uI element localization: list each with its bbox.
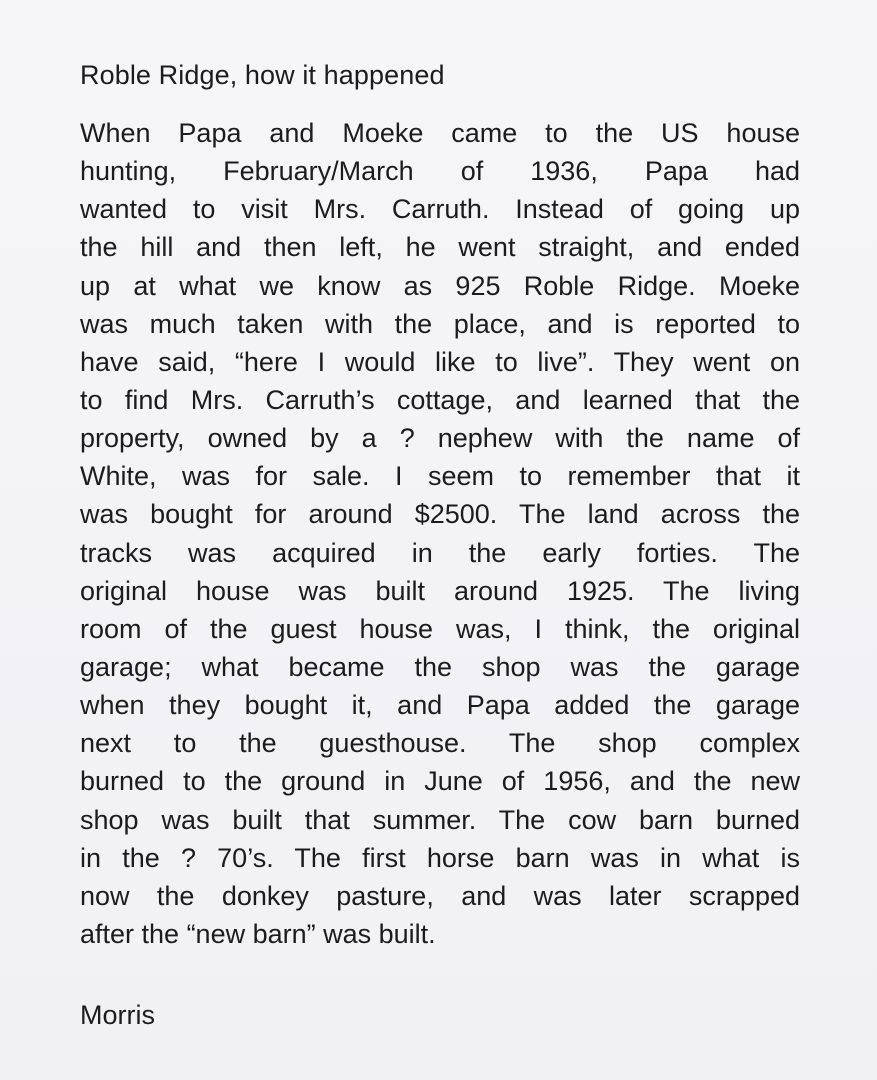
body-line: in the ? 70’s. The first horse barn was in what is [80,842,800,873]
body-line: White, was for sale. I seem to remember that it [80,461,800,492]
signature: Morris [80,1000,155,1030]
document-title: Roble Ridge, how it happened [80,60,445,90]
body-line: tracks was acquired in the early forties. The [80,537,800,568]
body-line: to find Mrs. Carruth’s cottage, and learned that the [80,384,800,415]
document-body [80,114,800,953]
body-line: up at what we know as 925 Roble Ridge. Moeke [80,270,800,301]
body-line: next to the guesthouse. The shop complex [80,728,800,759]
body-line: hunting, February/March of 1936, Papa had [80,156,800,187]
body-line: garage; what became the shop was the garage [80,651,800,682]
body-line: now the donkey pasture, and was later scrapped [80,880,800,911]
body-line: property, owned by a ? nephew with the name of [80,423,800,454]
body-line: original house was built around 1925. The living [80,575,800,606]
body-line: room of the guest house was, I think, the original [80,613,800,644]
body-line: the hill and then left, he went straight, and ended [80,232,800,263]
body-line: was much taken with the place, and is reported to [80,308,800,339]
body-line: have said, “here I would like to live”. They went on [80,346,800,377]
body-line: wanted to visit Mrs. Carruth. Instead of going up [80,194,800,225]
body-line: was bought for around $2500. The land across the [80,499,800,530]
body-line: When Papa and Moeke came to the US house [80,118,800,148]
body-line: burned to the ground in June of 1956, and the new [80,766,800,797]
body-line: after the “new barn” was built. [80,918,436,949]
body-line: shop was built that summer. The cow barn burned [80,804,800,835]
body-line: when they bought it, and Papa added the garage [80,690,800,721]
